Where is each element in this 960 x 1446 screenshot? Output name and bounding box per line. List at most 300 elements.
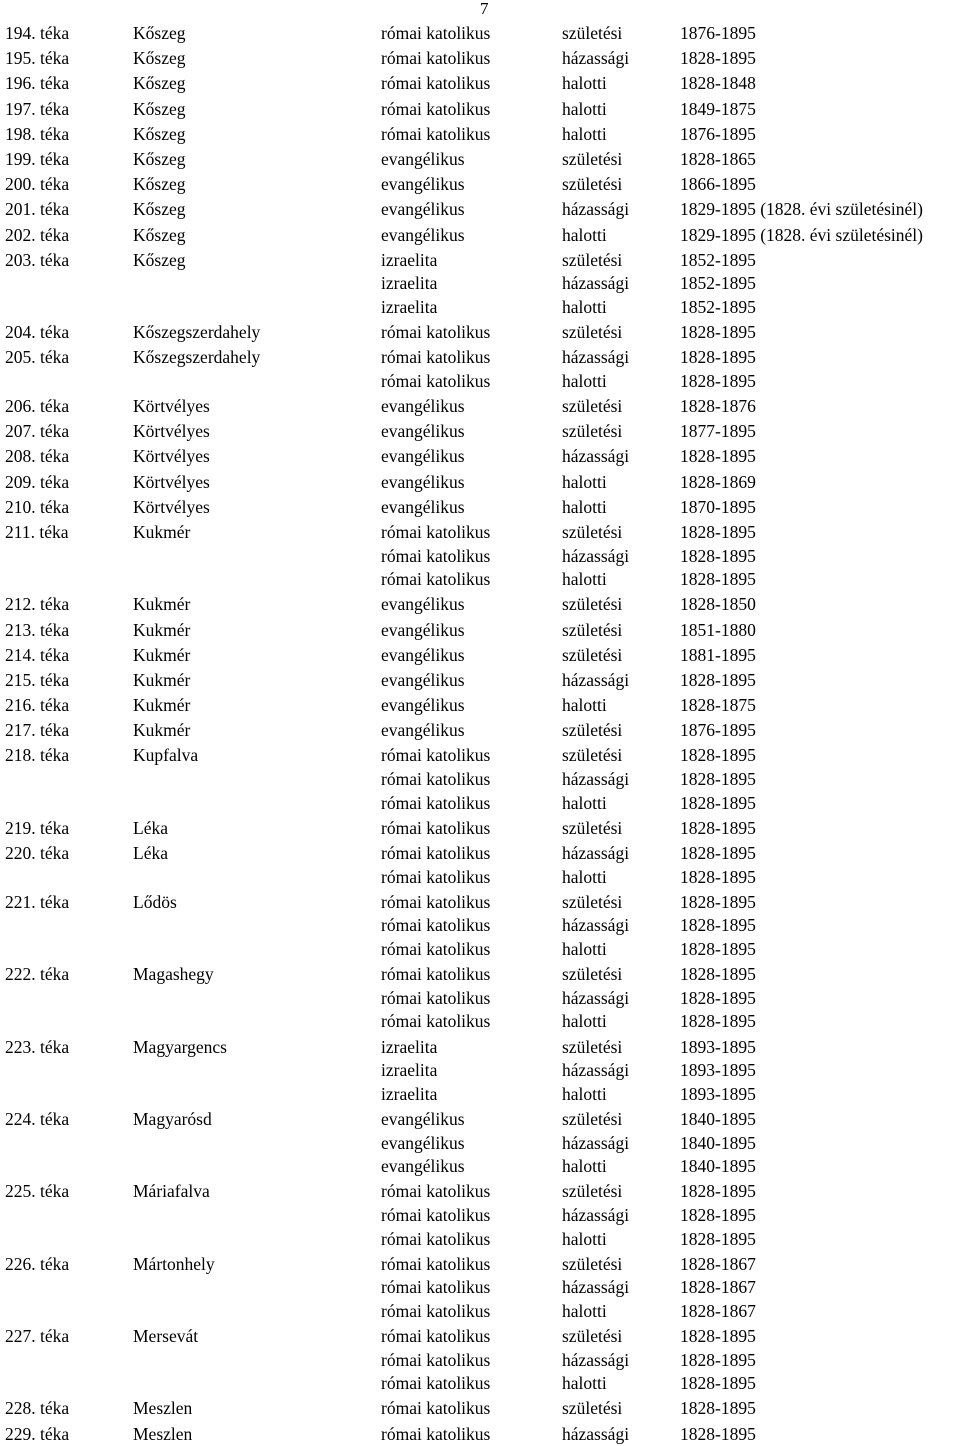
record-type: házassági bbox=[562, 987, 630, 1008]
year-range: 1828-1869 bbox=[680, 471, 756, 492]
record-type: halotti bbox=[562, 1228, 607, 1249]
religion: evangélikus bbox=[381, 644, 465, 665]
record-type: születési bbox=[562, 1181, 623, 1202]
register-row bbox=[0, 694, 960, 718]
record-type: születési bbox=[562, 23, 623, 43]
religion: evangélikus bbox=[381, 594, 465, 615]
religion: római katolikus bbox=[381, 521, 491, 542]
register-row bbox=[0, 72, 960, 96]
religion: római katolikus bbox=[381, 1011, 491, 1032]
teka-number: 209. téka bbox=[5, 471, 70, 492]
place-name: Léka bbox=[133, 843, 168, 864]
religion: evangélikus bbox=[381, 1108, 465, 1129]
year-range: 1852-1895 bbox=[680, 249, 756, 270]
year-range: 1851-1880 bbox=[680, 619, 756, 640]
register-row bbox=[0, 1325, 960, 1349]
place-name: Kőszeg bbox=[133, 123, 186, 144]
record-type: születési bbox=[562, 396, 623, 417]
record-type: születési bbox=[562, 521, 623, 542]
record-type: halotti bbox=[562, 296, 607, 317]
teka-number: 207. téka bbox=[5, 421, 70, 442]
record-type: születési bbox=[562, 594, 623, 615]
religion: római katolikus bbox=[381, 817, 491, 838]
teka-number: 210. téka bbox=[5, 496, 70, 517]
place-name: Körtvélyes bbox=[133, 471, 210, 492]
place-name: Kukmér bbox=[133, 644, 191, 665]
register-row bbox=[0, 963, 960, 987]
place-name: Kőszeg bbox=[133, 73, 186, 94]
teka-number: 227. téka bbox=[5, 1326, 70, 1347]
place-name: Mártonhely bbox=[133, 1253, 215, 1274]
year-range: 1828-1895 bbox=[680, 1373, 756, 1394]
record-type: házassági bbox=[562, 1277, 630, 1298]
teka-number: 205. téka bbox=[5, 347, 70, 368]
religion: római katolikus bbox=[381, 792, 491, 813]
year-range: 1828-1895 bbox=[680, 1181, 756, 1202]
year-range: 1828-1895 bbox=[680, 769, 756, 790]
teka-number: 203. téka bbox=[5, 249, 70, 270]
place-name: Magyargencs bbox=[133, 1036, 227, 1057]
year-range: 1828-1895 bbox=[680, 915, 756, 936]
religion: római katolikus bbox=[381, 322, 491, 343]
record-type: házassági bbox=[562, 48, 630, 69]
year-range: 1829-1895 (1828. évi születésinél) bbox=[680, 199, 924, 220]
year-range: 1828-1895 bbox=[680, 1011, 756, 1032]
register-row bbox=[0, 891, 960, 915]
year-range: 1828-1895 bbox=[680, 521, 756, 542]
religion: izraelita bbox=[381, 1083, 438, 1104]
religion: római katolikus bbox=[381, 123, 491, 144]
year-range: 1828-1895 bbox=[680, 669, 756, 690]
register-row bbox=[0, 98, 960, 122]
year-range: 1828-1895 bbox=[680, 1349, 756, 1370]
teka-number: 222. téka bbox=[5, 964, 70, 985]
year-range: 1893-1895 bbox=[680, 1083, 756, 1104]
place-name: Léka bbox=[133, 817, 168, 838]
year-range: 1828-1895 bbox=[680, 1204, 756, 1225]
year-range: 1828-1895 bbox=[680, 1326, 756, 1347]
year-range: 1840-1895 bbox=[680, 1132, 756, 1153]
record-type: születési bbox=[562, 964, 623, 985]
religion: római katolikus bbox=[381, 370, 491, 391]
register-row bbox=[0, 420, 960, 444]
register-row bbox=[0, 445, 960, 469]
year-range: 1828-1895 bbox=[680, 1228, 756, 1249]
register-row bbox=[0, 1204, 960, 1228]
register-row bbox=[0, 496, 960, 520]
register-row bbox=[0, 1059, 960, 1083]
register-row bbox=[0, 1108, 960, 1132]
register-row bbox=[0, 1083, 960, 1107]
record-type: halotti bbox=[562, 569, 607, 590]
record-type: halotti bbox=[562, 370, 607, 391]
religion: római katolikus bbox=[381, 569, 491, 590]
record-type: születési bbox=[562, 1253, 623, 1274]
year-range: 1893-1895 bbox=[680, 1060, 756, 1081]
year-range: 1828-1895 bbox=[680, 843, 756, 864]
record-type: születési bbox=[562, 891, 623, 912]
record-type: házassági bbox=[562, 1204, 630, 1225]
record-type: halotti bbox=[562, 1083, 607, 1104]
teka-number: 196. téka bbox=[5, 73, 70, 94]
year-range: 1828-1875 bbox=[680, 695, 756, 716]
year-range: 1840-1895 bbox=[680, 1156, 756, 1177]
register-row bbox=[0, 1253, 960, 1277]
register-row bbox=[0, 866, 960, 890]
place-name: Kupfalva bbox=[133, 745, 199, 766]
place-name: Körtvélyes bbox=[133, 421, 210, 442]
year-range: 1828-1867 bbox=[680, 1277, 756, 1298]
religion: római katolikus bbox=[381, 1349, 491, 1370]
register-row bbox=[0, 1010, 960, 1034]
religion: római katolikus bbox=[381, 48, 491, 69]
place-name: Kőszeg bbox=[133, 224, 186, 245]
place-name: Kőszeg bbox=[133, 48, 186, 69]
register-row bbox=[0, 471, 960, 495]
record-type: halotti bbox=[562, 792, 607, 813]
religion: római katolikus bbox=[381, 843, 491, 864]
record-type: halotti bbox=[562, 1156, 607, 1177]
teka-number: 216. téka bbox=[5, 695, 70, 716]
register-row bbox=[0, 249, 960, 273]
record-type: születési bbox=[562, 720, 623, 741]
record-type: házassági bbox=[562, 1132, 630, 1153]
religion: izraelita bbox=[381, 1060, 438, 1081]
year-range: 1828-1895 bbox=[680, 964, 756, 985]
year-range: 1828-1876 bbox=[680, 396, 756, 417]
religion: evangélikus bbox=[381, 720, 465, 741]
place-name: Kukmér bbox=[133, 594, 191, 615]
place-name: Lődös bbox=[133, 891, 177, 912]
religion: római katolikus bbox=[381, 1277, 491, 1298]
register-row bbox=[0, 545, 960, 569]
record-type: házassági bbox=[562, 545, 630, 566]
year-range: 1877-1895 bbox=[680, 421, 756, 442]
year-range: 1849-1875 bbox=[680, 98, 756, 119]
teka-number: 220. téka bbox=[5, 843, 70, 864]
year-range: 1828-1895 bbox=[680, 987, 756, 1008]
record-type: halotti bbox=[562, 123, 607, 144]
record-type: halotti bbox=[562, 98, 607, 119]
year-range: 1828-1895 bbox=[680, 745, 756, 766]
register-row bbox=[0, 1423, 960, 1446]
teka-number: 224. téka bbox=[5, 1108, 70, 1129]
register-row bbox=[0, 1349, 960, 1373]
register-row bbox=[0, 1276, 960, 1300]
year-range: 1828-1895 bbox=[680, 1423, 756, 1444]
teka-number: 198. téka bbox=[5, 123, 70, 144]
place-name: Kőszegszerdahely bbox=[133, 322, 261, 343]
register-row bbox=[0, 768, 960, 792]
religion: római katolikus bbox=[381, 769, 491, 790]
record-type: születési bbox=[562, 817, 623, 838]
register-row bbox=[0, 370, 960, 394]
register-row bbox=[0, 1228, 960, 1252]
year-range: 1828-1895 bbox=[680, 939, 756, 959]
religion: római katolikus bbox=[381, 987, 491, 1008]
register-row bbox=[0, 296, 960, 320]
register-row bbox=[0, 938, 960, 962]
record-type: halotti bbox=[562, 1011, 607, 1032]
year-range: 1852-1895 bbox=[680, 296, 756, 317]
record-type: születési bbox=[562, 1326, 623, 1347]
place-name: Kukmér bbox=[133, 695, 191, 716]
teka-number: 228. téka bbox=[5, 1398, 70, 1419]
register-row bbox=[0, 173, 960, 197]
record-type: születési bbox=[562, 421, 623, 442]
religion: evangélikus bbox=[381, 619, 465, 640]
religion: evangélikus bbox=[381, 446, 465, 467]
register-row bbox=[0, 719, 960, 743]
register-row bbox=[0, 224, 960, 248]
religion: római katolikus bbox=[381, 1373, 491, 1394]
register-row bbox=[0, 346, 960, 370]
religion: evangélikus bbox=[381, 1132, 465, 1153]
register-row bbox=[0, 1397, 960, 1421]
teka-number: 219. téka bbox=[5, 817, 70, 838]
teka-number: 226. téka bbox=[5, 1253, 70, 1274]
record-type: születési bbox=[562, 322, 623, 343]
place-name: Kőszeg bbox=[133, 199, 186, 220]
register-row bbox=[0, 321, 960, 345]
year-range: 1828-1895 bbox=[680, 1398, 756, 1419]
record-type: halotti bbox=[562, 695, 607, 716]
register-row bbox=[0, 148, 960, 172]
record-type: halotti bbox=[562, 1300, 607, 1321]
religion: római katolikus bbox=[381, 939, 491, 959]
teka-number: 215. téka bbox=[5, 669, 70, 690]
register-row bbox=[0, 1300, 960, 1324]
year-range: 1881-1895 bbox=[680, 644, 756, 665]
year-range: 1828-1895 bbox=[680, 792, 756, 813]
religion: római katolikus bbox=[381, 891, 491, 912]
year-range: 1828-1865 bbox=[680, 148, 756, 169]
record-type: házassági bbox=[562, 446, 630, 467]
record-type: házassági bbox=[562, 669, 630, 690]
place-name: Meszlen bbox=[133, 1423, 193, 1444]
religion: evangélikus bbox=[381, 695, 465, 716]
teka-number: 201. téka bbox=[5, 199, 70, 220]
religion: római katolikus bbox=[381, 1181, 491, 1202]
religion: evangélikus bbox=[381, 199, 465, 220]
place-name: Kőszegszerdahely bbox=[133, 347, 261, 368]
register-row bbox=[0, 1036, 960, 1060]
register-row bbox=[0, 1372, 960, 1396]
teka-number: 202. téka bbox=[5, 224, 70, 245]
place-name: Kukmér bbox=[133, 720, 191, 741]
record-type: születési bbox=[562, 619, 623, 640]
religion: római katolikus bbox=[381, 347, 491, 368]
religion: római katolikus bbox=[381, 1398, 491, 1419]
year-range: 1866-1895 bbox=[680, 174, 756, 195]
year-range: 1828-1895 bbox=[680, 48, 756, 69]
teka-number: 217. téka bbox=[5, 720, 70, 741]
religion: római katolikus bbox=[381, 745, 491, 766]
teka-number: 197. téka bbox=[5, 98, 70, 119]
place-name: Kőszeg bbox=[133, 98, 186, 119]
register-row bbox=[0, 619, 960, 643]
register-row bbox=[0, 593, 960, 617]
year-range: 1828-1895 bbox=[680, 370, 756, 391]
year-range: 1828-1895 bbox=[680, 545, 756, 566]
record-type: születési bbox=[562, 1398, 623, 1419]
religion: római katolikus bbox=[381, 1326, 491, 1347]
place-name: Kőszeg bbox=[133, 23, 186, 43]
register-row bbox=[0, 272, 960, 296]
teka-number: 199. téka bbox=[5, 148, 70, 169]
place-name: Kőszeg bbox=[133, 174, 186, 195]
record-type: születési bbox=[562, 249, 623, 270]
record-type: születési bbox=[562, 148, 623, 169]
teka-number: 229. téka bbox=[5, 1423, 70, 1444]
register-row bbox=[0, 395, 960, 419]
place-name: Körtvélyes bbox=[133, 446, 210, 467]
register-row bbox=[0, 198, 960, 222]
religion: római katolikus bbox=[381, 23, 491, 43]
record-type: házassági bbox=[562, 1423, 630, 1444]
record-type: halotti bbox=[562, 866, 607, 887]
religion: római katolikus bbox=[381, 866, 491, 887]
register-row bbox=[0, 1132, 960, 1156]
register-row bbox=[0, 47, 960, 71]
religion: evangélikus bbox=[381, 1156, 465, 1177]
teka-number: 218. téka bbox=[5, 745, 70, 766]
teka-number: 204. téka bbox=[5, 322, 70, 343]
religion: izraelita bbox=[381, 249, 438, 270]
place-name: Magashegy bbox=[133, 964, 214, 985]
place-name: Magyarósd bbox=[133, 1108, 212, 1129]
record-type: házassági bbox=[562, 915, 630, 936]
religion: római katolikus bbox=[381, 1204, 491, 1225]
religion: evangélikus bbox=[381, 174, 465, 195]
record-type: házassági bbox=[562, 347, 630, 368]
record-type: halotti bbox=[562, 224, 607, 245]
year-range: 1828-1895 bbox=[680, 446, 756, 467]
religion: evangélikus bbox=[381, 496, 465, 517]
teka-number: 208. téka bbox=[5, 446, 70, 467]
record-type: születési bbox=[562, 1108, 623, 1129]
religion: római katolikus bbox=[381, 1423, 491, 1444]
year-range: 1828-1867 bbox=[680, 1253, 756, 1274]
religion: római katolikus bbox=[381, 1300, 491, 1321]
teka-number: 195. téka bbox=[5, 48, 70, 69]
record-type: halotti bbox=[562, 939, 607, 959]
teka-number: 212. téka bbox=[5, 594, 70, 615]
place-name: Kukmér bbox=[133, 619, 191, 640]
register-row bbox=[0, 792, 960, 816]
record-type: születési bbox=[562, 1036, 623, 1057]
year-range: 1829-1895 (1828. évi születésinél) bbox=[680, 224, 924, 245]
teka-number: 206. téka bbox=[5, 396, 70, 417]
page-number: 7 bbox=[480, 0, 489, 18]
register-row bbox=[0, 1155, 960, 1179]
place-name: Kőszeg bbox=[133, 148, 186, 169]
place-name: Körtvélyes bbox=[133, 396, 210, 417]
year-range: 1893-1895 bbox=[680, 1036, 756, 1057]
place-name: Máriafalva bbox=[133, 1181, 210, 1202]
year-range: 1828-1895 bbox=[680, 347, 756, 368]
year-range: 1876-1895 bbox=[680, 23, 756, 43]
record-type: házassági bbox=[562, 199, 630, 220]
religion: evangélikus bbox=[381, 669, 465, 690]
year-range: 1870-1895 bbox=[680, 496, 756, 517]
teka-number: 221. téka bbox=[5, 891, 70, 912]
register-row bbox=[0, 22, 960, 46]
religion: izraelita bbox=[381, 1036, 438, 1057]
register-row bbox=[0, 817, 960, 841]
teka-number: 223. téka bbox=[5, 1036, 70, 1057]
teka-number: 225. téka bbox=[5, 1181, 70, 1202]
record-type: halotti bbox=[562, 1373, 607, 1394]
religion: római katolikus bbox=[381, 1228, 491, 1249]
register-row bbox=[0, 521, 960, 545]
place-name: Mersevát bbox=[133, 1326, 199, 1347]
religion: evangélikus bbox=[381, 224, 465, 245]
year-range: 1828-1895 bbox=[680, 322, 756, 343]
religion: izraelita bbox=[381, 296, 438, 317]
religion: izraelita bbox=[381, 273, 438, 294]
teka-number: 213. téka bbox=[5, 619, 70, 640]
record-type: házassági bbox=[562, 273, 630, 294]
place-name: Körtvélyes bbox=[133, 496, 210, 517]
register-row bbox=[0, 644, 960, 668]
place-name: Kőszeg bbox=[133, 249, 186, 270]
register-row bbox=[0, 1180, 960, 1204]
record-type: születési bbox=[562, 644, 623, 665]
year-range: 1852-1895 bbox=[680, 273, 756, 294]
religion: evangélikus bbox=[381, 471, 465, 492]
religion: római katolikus bbox=[381, 964, 491, 985]
religion: római katolikus bbox=[381, 1253, 491, 1274]
register-row bbox=[0, 914, 960, 938]
place-name: Meszlen bbox=[133, 1398, 193, 1419]
record-type: házassági bbox=[562, 769, 630, 790]
teka-number: 211. téka bbox=[5, 521, 69, 542]
record-type: házassági bbox=[562, 1349, 630, 1370]
religion: evangélikus bbox=[381, 421, 465, 442]
year-range: 1876-1895 bbox=[680, 720, 756, 741]
year-range: 1828-1848 bbox=[680, 73, 756, 94]
register-row bbox=[0, 842, 960, 866]
religion: evangélikus bbox=[381, 396, 465, 417]
record-type: házassági bbox=[562, 1060, 630, 1081]
year-range: 1828-1895 bbox=[680, 866, 756, 887]
record-type: házassági bbox=[562, 843, 630, 864]
register-row bbox=[0, 744, 960, 768]
register-list bbox=[0, 22, 960, 1446]
year-range: 1840-1895 bbox=[680, 1108, 756, 1129]
register-row bbox=[0, 669, 960, 693]
register-row bbox=[0, 123, 960, 147]
year-range: 1828-1850 bbox=[680, 594, 756, 615]
record-type: születési bbox=[562, 745, 623, 766]
record-type: halotti bbox=[562, 471, 607, 492]
religion: római katolikus bbox=[381, 915, 491, 936]
year-range: 1828-1867 bbox=[680, 1300, 756, 1321]
year-range: 1828-1895 bbox=[680, 891, 756, 912]
record-type: halotti bbox=[562, 496, 607, 517]
teka-number: 214. téka bbox=[5, 644, 70, 665]
religion: evangélikus bbox=[381, 148, 465, 169]
place-name: Kukmér bbox=[133, 521, 191, 542]
record-type: halotti bbox=[562, 73, 607, 94]
teka-number: 200. téka bbox=[5, 174, 70, 195]
register-row bbox=[0, 568, 960, 592]
teka-number: 194. téka bbox=[5, 23, 70, 43]
year-range: 1828-1895 bbox=[680, 817, 756, 838]
register-row bbox=[0, 987, 960, 1011]
religion: római katolikus bbox=[381, 98, 491, 119]
